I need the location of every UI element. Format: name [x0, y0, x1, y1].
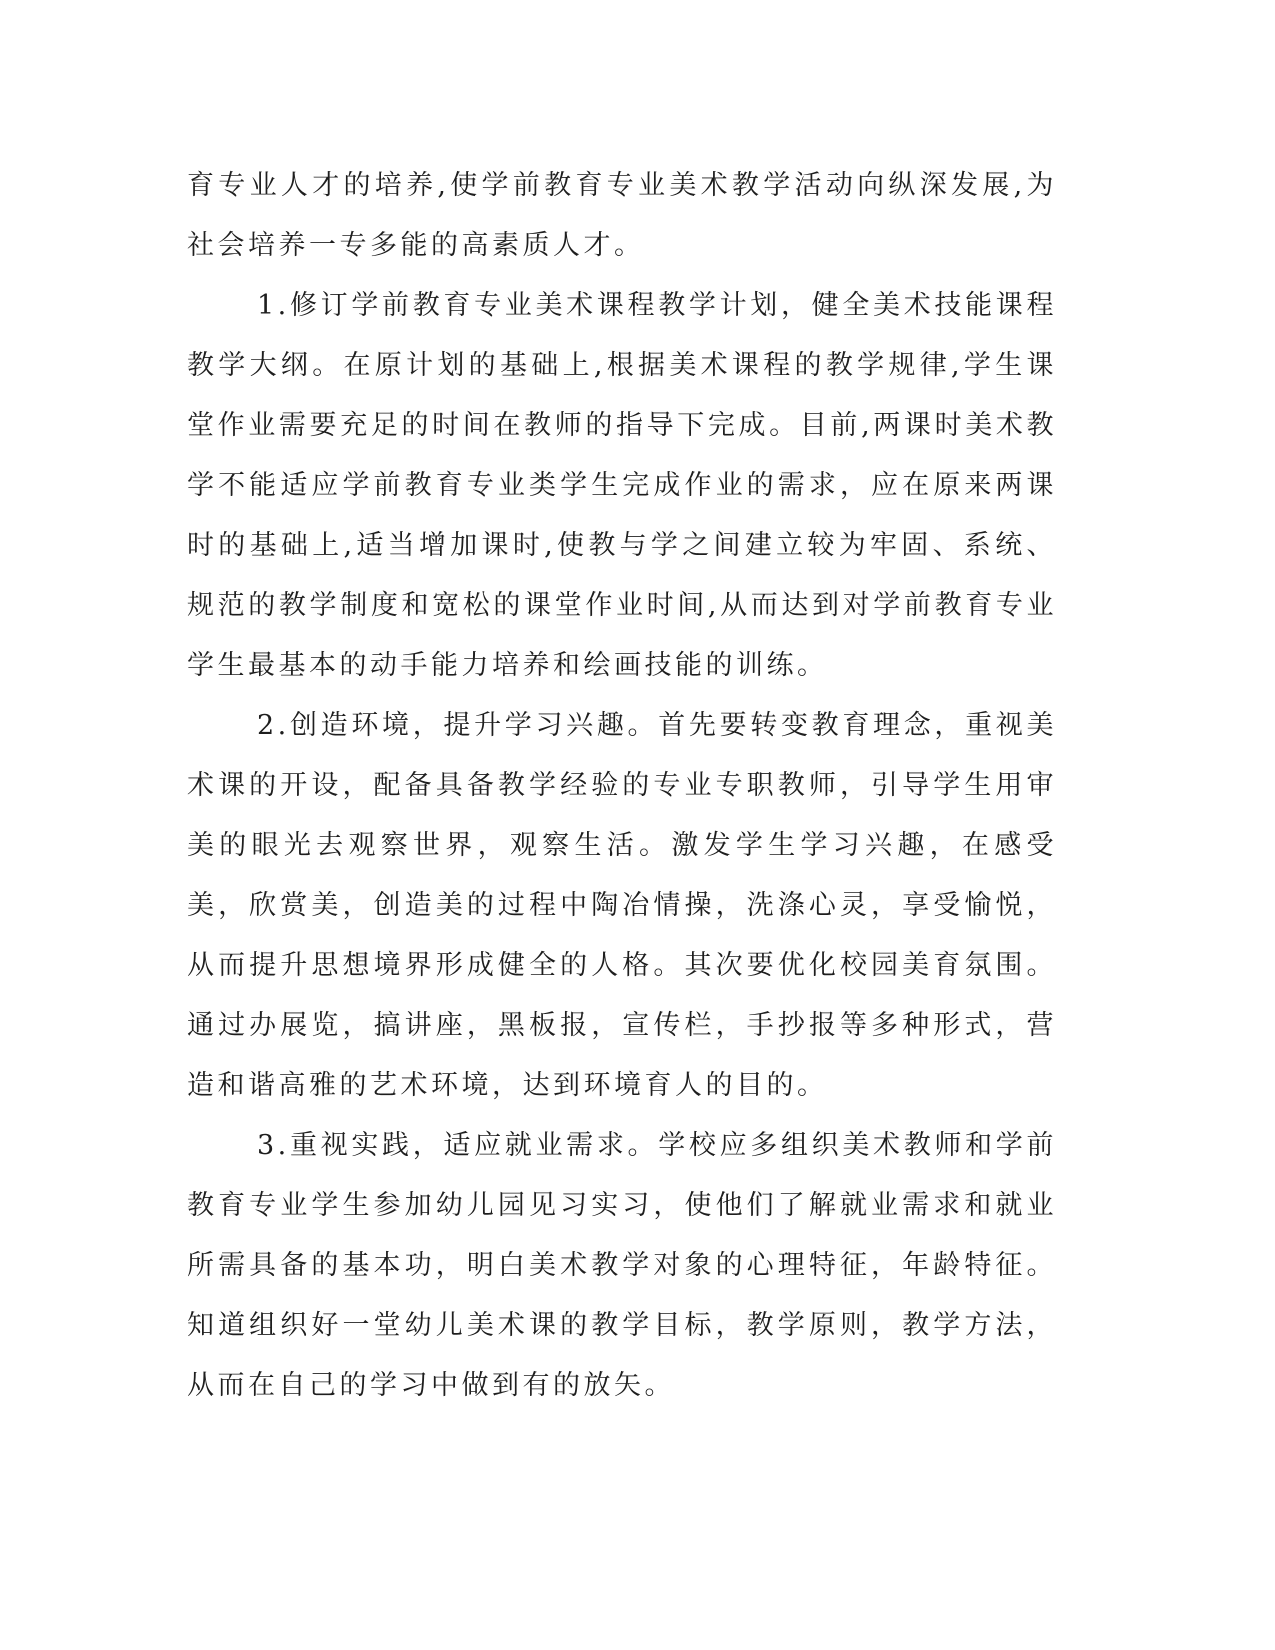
paragraph-continuation: 育专业人才的培养,使学前教育专业美术教学活动向纵深发展,为社会培养一专多能的高素质人才。	[187, 170, 1057, 261]
paragraph-item-1: 1.修订学前教育专业美术课程教学计划，健全美术技能课程教学大纲。在原计划的基础上,根据美术课程的教学规律,学生课堂作业需要充足的时间在教师的指导下完成。目前,两课时美术教学不能适应学前教育专业类学生完成作业的需求，应在原来两课时的基础上,适当增加课时,使教与学之间建立较为牢固、系统、规范的教学制度和宽松的课堂作业时间,从而达到对学前教育专业学生最基本的动手能力培养和绘画技能的训练。	[187, 290, 1057, 681]
document-body	[187, 156, 1057, 1416]
paragraph-item-2: 2.创造环境，提升学习兴趣。首先要转变教育理念，重视美术课的开设，配备具备教学经验的专业专职教师，引导学生用审美的眼光去观察世界，观察生活。激发学生学习兴趣，在感受美，欣赏美，创造美的过程中陶冶情操，洗涤心灵，享受愉悦，从而提升思想境界形成健全的人格。其次要优化校园美育氛围。通过办展览，搞讲座，黑板报，宣传栏，手抄报等多种形式，营造和谐高雅的艺术环境，达到环境育人的目的。	[187, 710, 1057, 1101]
paragraph-item-3: 3.重视实践，适应就业需求。学校应多组织美术教师和学前教育专业学生参加幼儿园见习实习，使他们了解就业需求和就业所需具备的基本功，明白美术教学对象的心理特征，年龄特征。知道组织好一堂幼儿美术课的教学目标，教学原则，教学方法，从而在自己的学习中做到有的放矢。	[187, 1130, 1057, 1401]
